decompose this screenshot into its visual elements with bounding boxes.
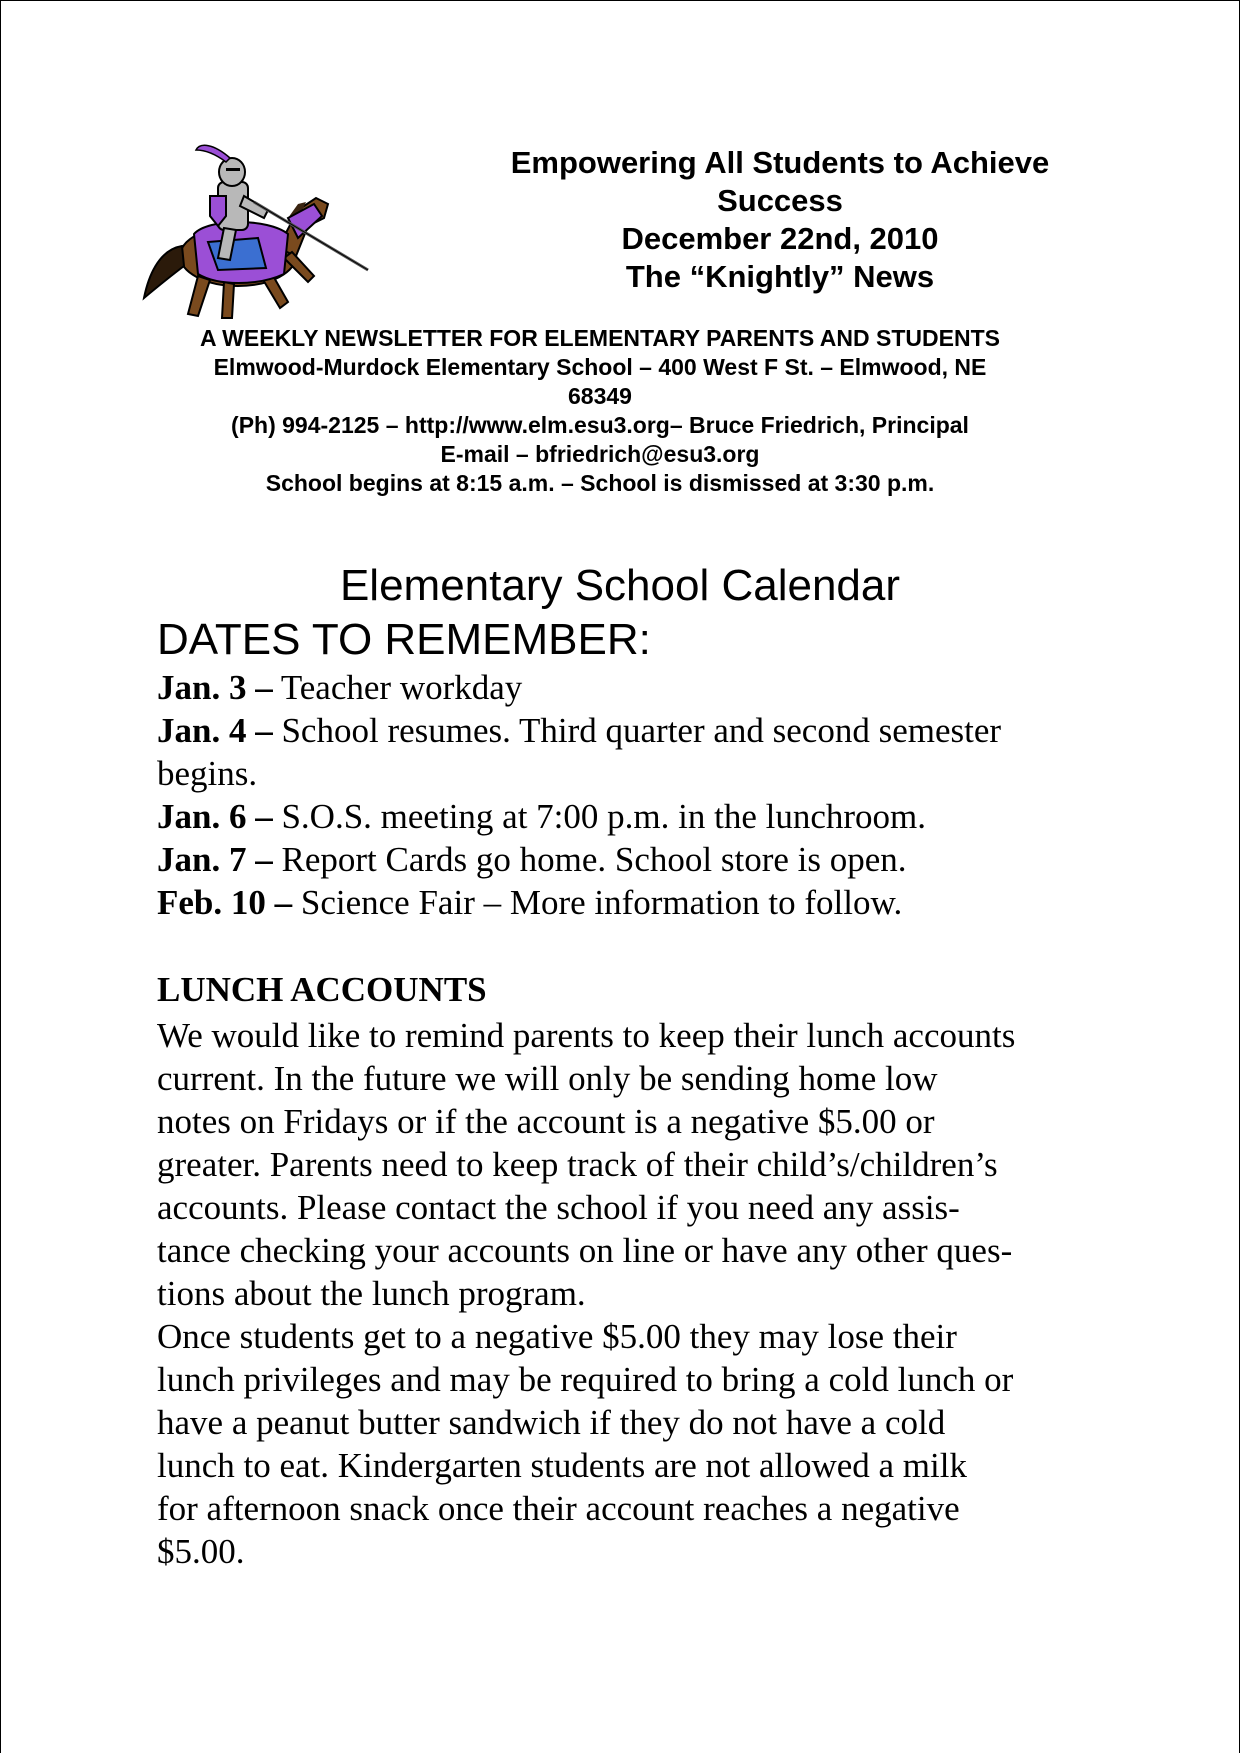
paragraph-line: for afternoon snack once their account reaches a negative — [157, 1489, 960, 1528]
date-label: Jan. 4 – — [157, 711, 273, 750]
paragraph-line: lunch privileges and may be required to bring a cold lunch or — [157, 1360, 1014, 1399]
newsletter-header — [420, 144, 1140, 296]
date-text: Teacher workday — [272, 668, 523, 707]
paragraph-line: lunch to eat. Kindergarten students are not allowed a milk — [157, 1446, 967, 1485]
paragraph-line: tance checking your accounts on line or have any other ques- — [157, 1231, 1013, 1270]
info-line-4: (Ph) 994-2125 – http://www.elm.esu3.org– Bruce Friedrich, Principal — [231, 412, 969, 438]
list-item — [157, 881, 1097, 924]
info-line-6: School begins at 8:15 a.m. – School is dismissed at 3:30 p.m. — [265, 470, 935, 496]
date-label: Jan. 7 – — [157, 840, 273, 879]
motto-line-2: Success — [717, 183, 843, 218]
newsletter-date: December 22nd, 2010 — [621, 221, 939, 256]
dates-heading: DATES TO REMEMBER: — [157, 615, 651, 664]
school-info — [100, 324, 1100, 498]
knight-on-horse-icon — [138, 138, 370, 322]
paragraph-line: current. In the future we will only be sending home low — [157, 1059, 938, 1098]
list-item-continuation: begins. — [157, 754, 258, 793]
info-line-3: 68349 — [568, 383, 632, 409]
paragraph-line: accounts. Please contact the school if you need any assis- — [157, 1188, 960, 1227]
paragraph-line: $5.00. — [157, 1532, 245, 1571]
lunch-paragraph-2 — [157, 1315, 1097, 1573]
paragraph-line: have a peanut butter sandwich if they do not have a cold — [157, 1403, 946, 1442]
date-text: Science Fair – More information to follow. — [292, 883, 903, 922]
paragraph-line: greater. Parents need to keep track of their child’s/children’s — [157, 1145, 998, 1184]
info-line-5: E-mail – bfriedrich@esu3.org — [440, 441, 760, 467]
calendar-title: Elementary School Calendar — [339, 561, 901, 610]
date-label: Jan. 3 – — [157, 668, 273, 707]
lunch-heading: LUNCH ACCOUNTS — [157, 970, 487, 1009]
list-item — [157, 709, 1097, 752]
paragraph-line: tions about the lunch program. — [157, 1274, 586, 1313]
newsletter-title: The “Knightly” News — [625, 259, 935, 294]
list-item — [157, 795, 1097, 838]
paragraph-line: Once students get to a negative $5.00 they may lose their — [157, 1317, 957, 1356]
dates-list — [157, 666, 1097, 924]
date-text: School resumes. Third quarter and second semester — [272, 711, 1002, 750]
info-line-2: Elmwood-Murdock Elementary School – 400 West F St. – Elmwood, NE — [213, 354, 987, 380]
date-label: Feb. 10 – — [157, 883, 293, 922]
list-item — [157, 666, 1097, 709]
lunch-paragraph-1 — [157, 1014, 1097, 1315]
paragraph-line: notes on Fridays or if the account is a negative $5.00 or — [157, 1102, 935, 1141]
list-item — [157, 838, 1097, 881]
date-text: Report Cards go home. School store is open. — [272, 840, 907, 879]
date-label: Jan. 6 – — [157, 797, 273, 836]
paragraph-line: We would like to remind parents to keep their lunch accounts — [157, 1016, 1016, 1055]
motto-line-1: Empowering All Students to Achieve — [510, 145, 1050, 180]
date-text: S.O.S. meeting at 7:00 p.m. in the lunchroom. — [272, 797, 926, 836]
lunch-accounts-section — [157, 966, 1097, 1573]
info-line-1: A WEEKLY NEWSLETTER FOR ELEMENTARY PARENTS AND STUDENTS — [200, 325, 1000, 351]
